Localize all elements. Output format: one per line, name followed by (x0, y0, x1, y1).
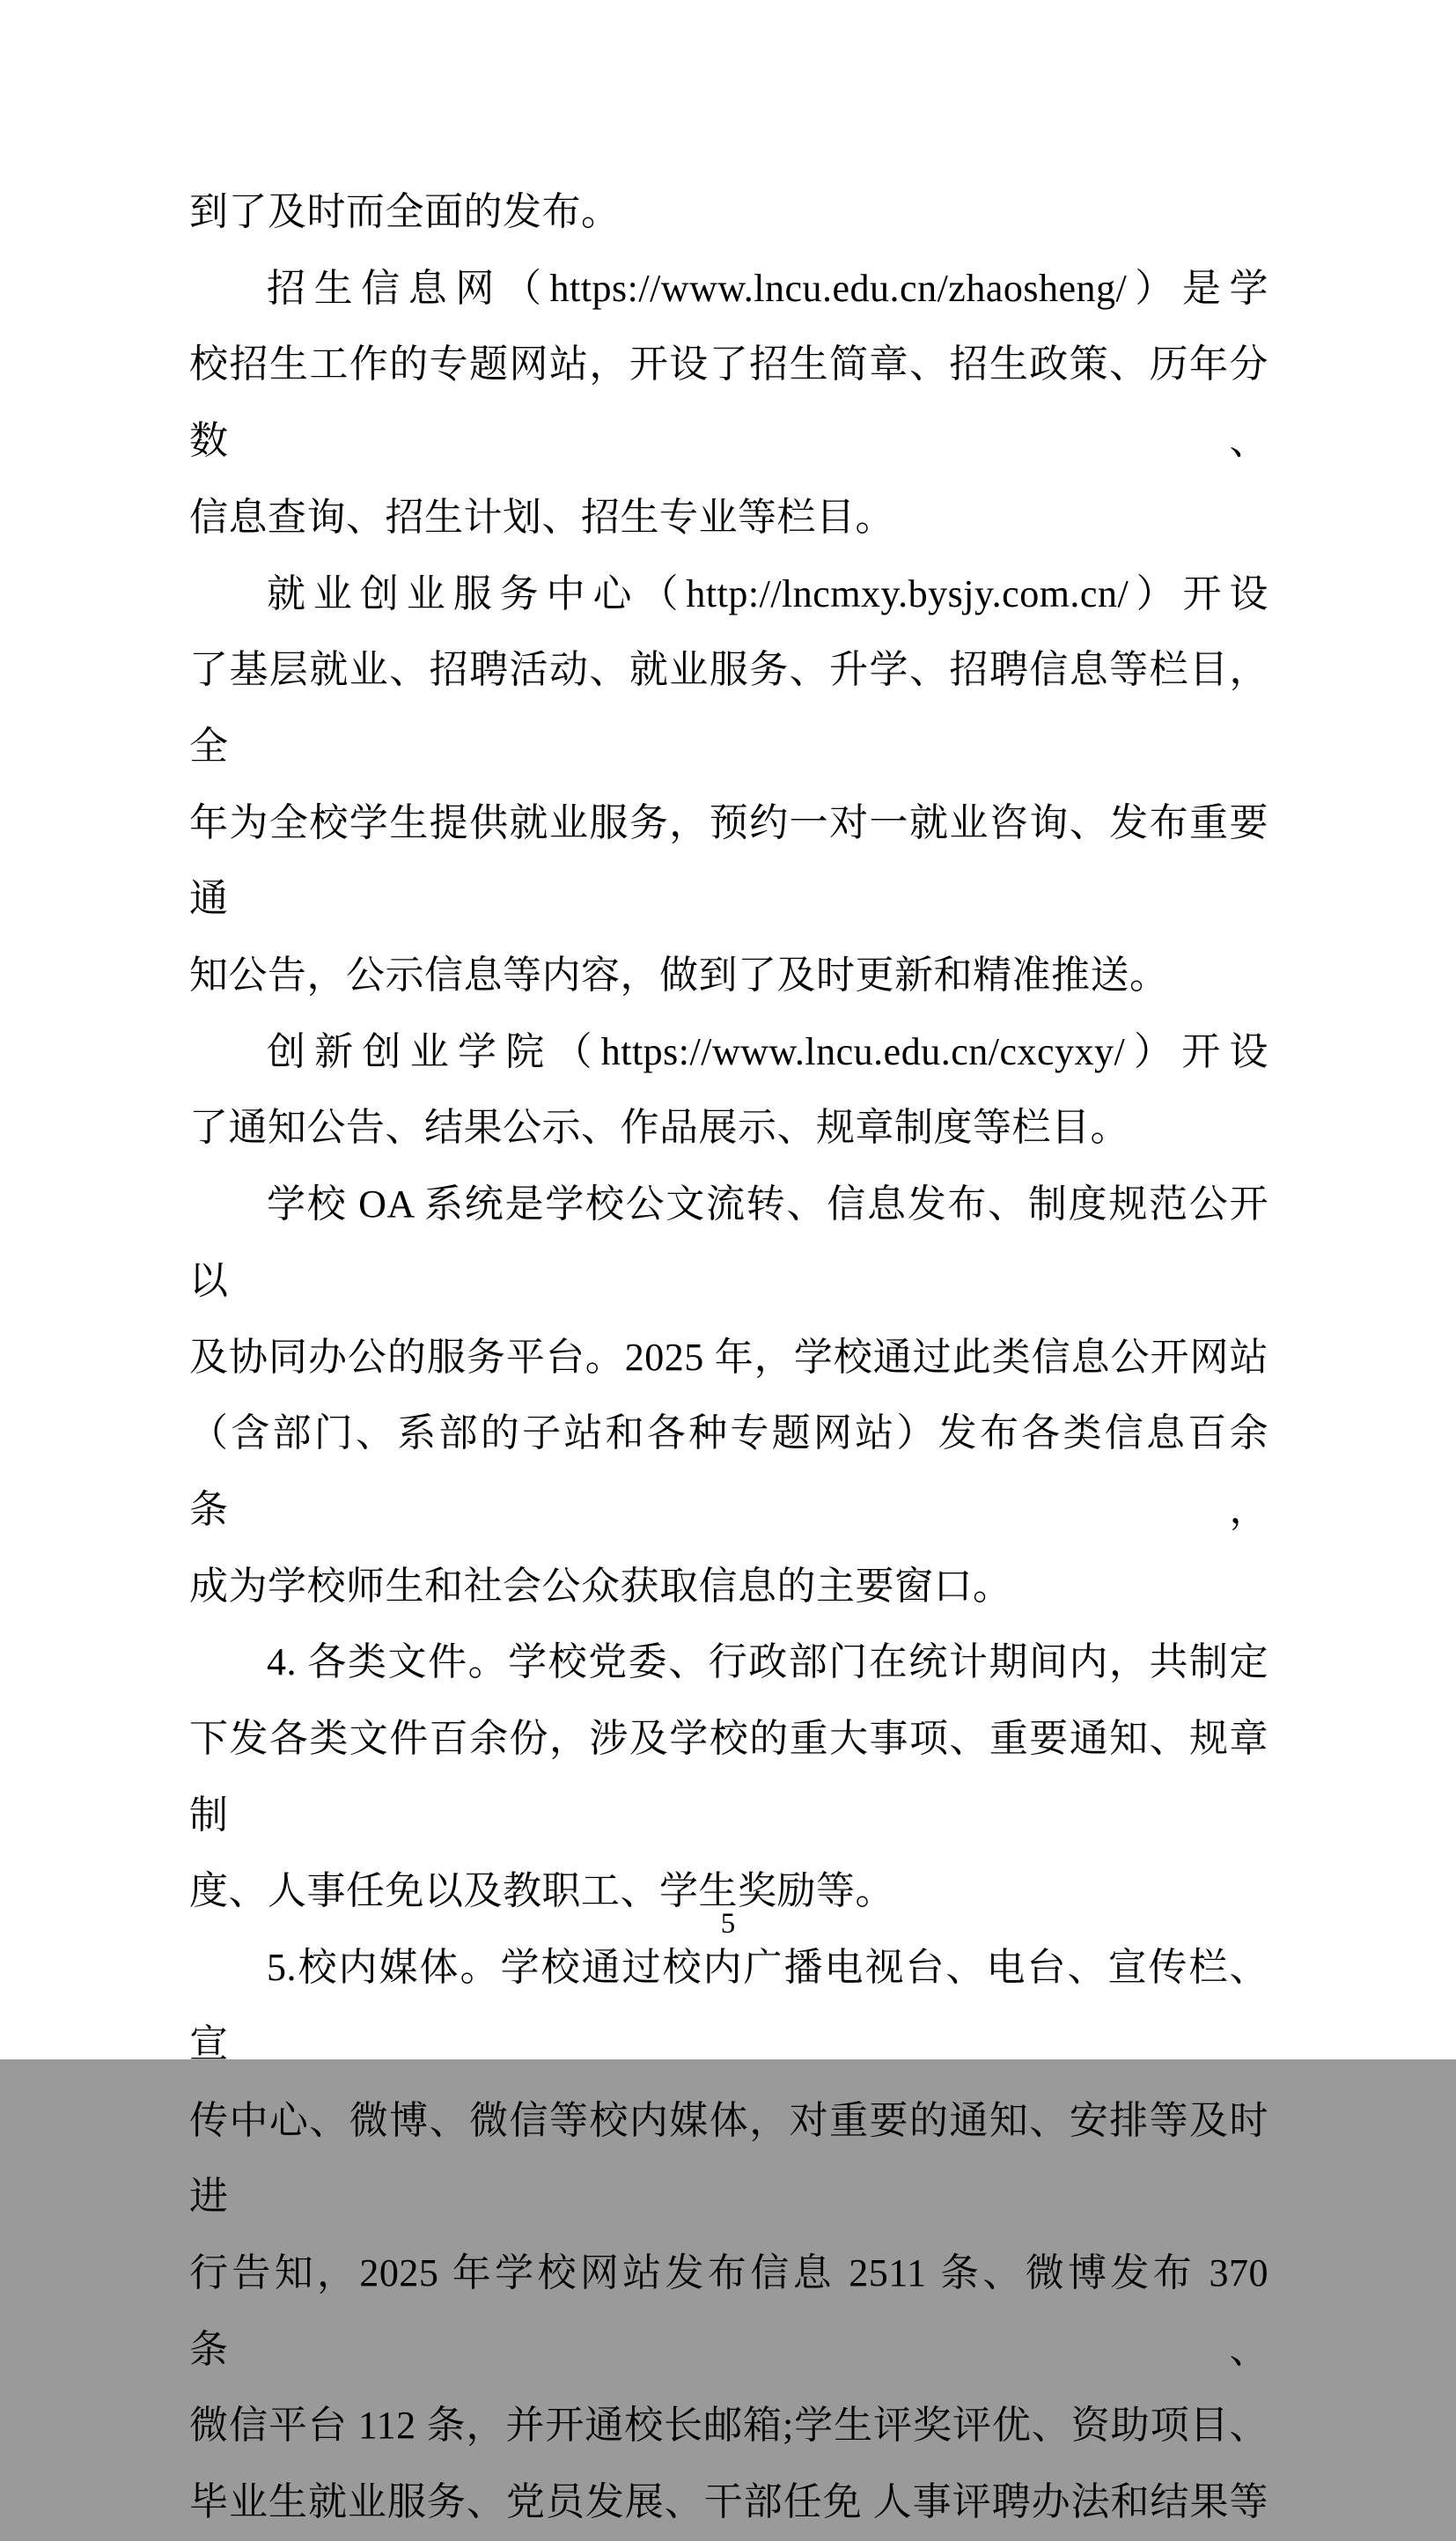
text-line: （含部门、系部的子站和各种专题网站）发布各类信息百余条， (189, 1411, 1268, 1531)
text-line: 成为学校师生和社会公众获取信息的主要窗口。 (189, 1564, 1012, 1608)
page-number: 5 (720, 1908, 736, 1940)
text-line: 校招生工作的专题网站，开设了招生简章、招生政策、历年分数、 (189, 342, 1268, 463)
text-line: 到了及时而全面的发布。 (189, 190, 621, 233)
page-footer (0, 1904, 1456, 1943)
text-line: 创新创业学院（https://www.lncu.edu.cn/cxcyxy/）开设 (267, 1029, 1268, 1073)
text-line: 知公告，公示信息等内容，做到了及时更新和精准推送。 (189, 954, 1169, 998)
text-line: 传中心、微博、微信等校内媒体，对重要的通知、安排等及时进 (189, 2098, 1268, 2219)
text-line: 及协同办公的服务平台。2025 年，学校通过此类信息公开网站 (189, 1335, 1268, 1379)
document-body (189, 174, 1268, 2541)
text-line: 5.校内媒体。学校通过校内广播电视台、电台、宣传栏、宣 (189, 1946, 1268, 2066)
text-line: 就业创业服务中心（http://lncmxy.bysjy.com.cn/）开设 (267, 571, 1268, 615)
text-line: 下发各类文件百余份，涉及学校的重大事项、重要通知、规章制 (189, 1717, 1268, 1837)
text-line: 度、人事任免以及教职工、学生奖励等。 (189, 1869, 894, 1913)
text-line: 4. 各类文件。学校党委、行政部门在统计期间内，共制定 (267, 1640, 1268, 1684)
text-line: 行告知，2025 年学校网站发布信息 2511 条、微博发布 370 条、 (189, 2250, 1268, 2371)
text-line: 微信平台 112 条，并开通校长邮箱;学生评奖评优、资助项目、 (189, 2404, 1268, 2448)
text-line: 了基层就业、招聘活动、就业服务、升学、招聘信息等栏目，全 (189, 648, 1268, 768)
text-line: 毕业生就业服务、党员发展、干部任免 人事评聘办法和结果等 (189, 2480, 1268, 2524)
text-line: 招生信息网（https://www.lncu.edu.cn/zhaosheng/）是学 (267, 266, 1268, 310)
text-line: 年为全校学生提供就业服务，预约一对一就业咨询、发布重要通 (189, 800, 1268, 921)
text-line: 信息查询、招生计划、招生专业等栏目。 (189, 495, 894, 539)
text-line: 学校 OA 系统是学校公文流转、信息发布、制度规范公开以 (189, 1182, 1268, 1302)
text-line: 了通知公告、结果公示、作品展示、规章制度等栏目。 (189, 1106, 1129, 1150)
